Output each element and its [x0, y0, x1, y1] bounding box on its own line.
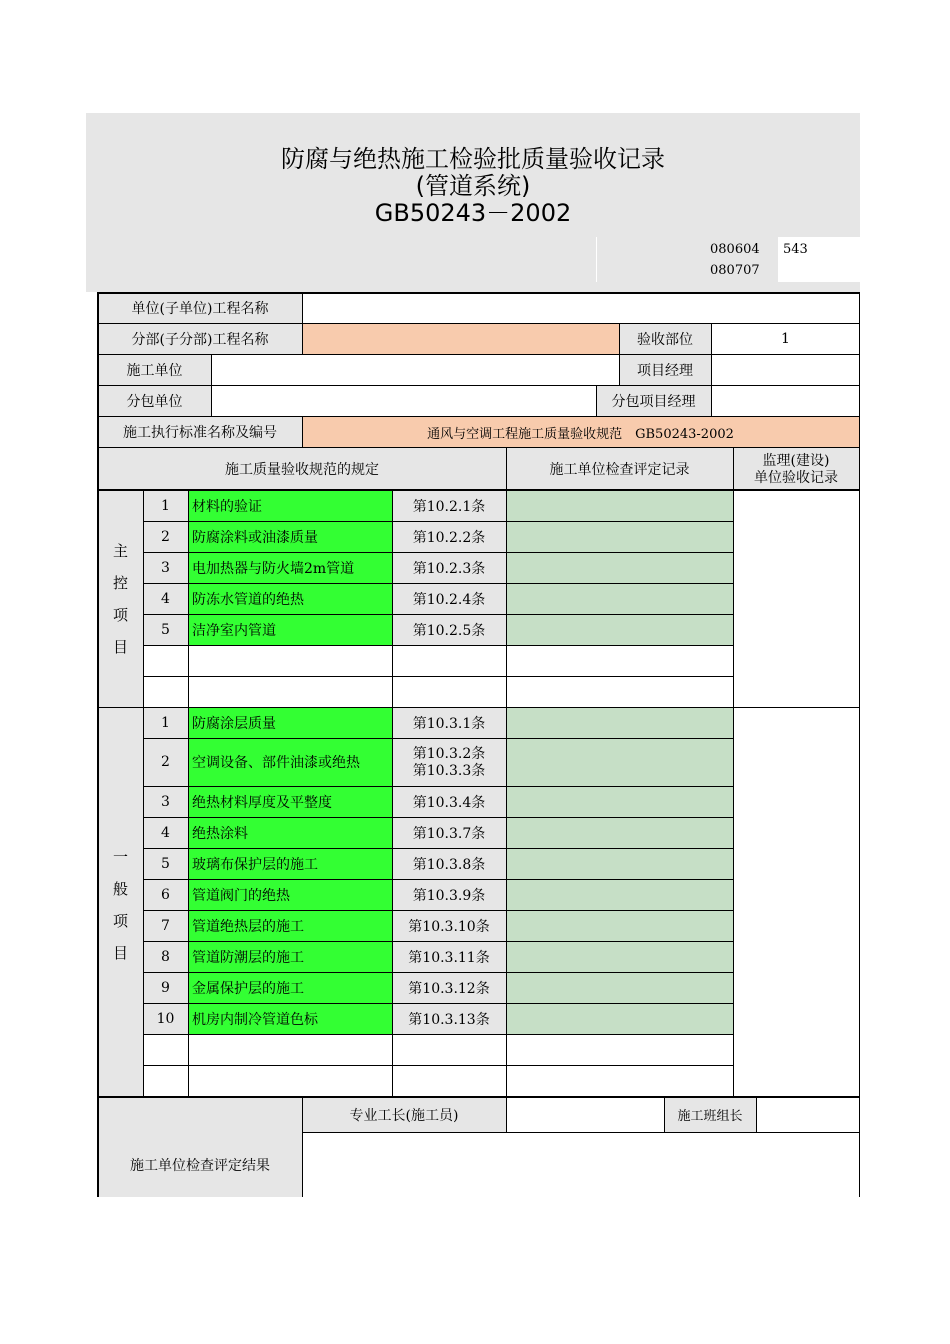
item-no: 3	[161, 559, 170, 576]
project-manager-field[interactable]	[712, 355, 859, 385]
sub-project-manager-field[interactable]	[712, 386, 859, 416]
doc-code-2: 080707	[710, 262, 760, 278]
item-clause: 第10.2.4条	[412, 591, 486, 608]
item-name: 玻璃布保护层的施工	[192, 856, 318, 873]
item-name: 防腐涂层质量	[192, 715, 276, 732]
check-record-cell[interactable]	[507, 522, 733, 552]
check-record-cell[interactable]	[507, 491, 733, 521]
doc-code-1: 080604	[710, 241, 760, 257]
general-char: 般	[112, 880, 128, 898]
main-control-char: 目	[112, 637, 128, 656]
subcontractor-label: 分包单位	[126, 394, 183, 410]
standard-label: 施工执行标准名称及编号	[123, 425, 277, 441]
main-control-supervision-cell[interactable]	[734, 490, 859, 707]
item-no: 10	[156, 1010, 175, 1027]
foreman-field[interactable]	[507, 1097, 664, 1132]
sub-project-manager-label: 分包项目经理	[611, 394, 696, 410]
item-clause: 第10.2.2条	[412, 529, 486, 546]
check-record-cell[interactable]	[507, 553, 733, 583]
item-no: 8	[161, 948, 170, 965]
item-name: 电加热器与防火墙2m管道	[192, 560, 355, 577]
item-no: 5	[161, 621, 170, 638]
item-name: 管道防潮层的施工	[192, 949, 304, 966]
team-leader-field[interactable]	[757, 1097, 859, 1132]
acceptance-part-field[interactable]: 1	[781, 331, 790, 347]
contractor-field[interactable]	[212, 355, 619, 385]
item-clause: 第10.3.11条	[408, 949, 490, 966]
item-clause: 第10.3.8条	[412, 856, 486, 873]
item-no: 3	[161, 793, 170, 810]
check-record-cell[interactable]	[507, 615, 733, 645]
project-manager-label: 项目经理	[637, 363, 693, 379]
main-control-char: 项	[112, 605, 128, 624]
code-band	[86, 237, 778, 282]
general-char: 项	[112, 912, 128, 930]
acceptance-part-label: 验收部位	[637, 332, 693, 348]
item-no: 2	[161, 528, 170, 545]
result-field[interactable]	[303, 1133, 859, 1197]
spec-header: 施工质量验收规范的规定	[225, 461, 379, 478]
item-no: 1	[161, 714, 170, 731]
item-name: 金属保护层的施工	[192, 980, 304, 997]
item-name: 洁净室内管道	[192, 622, 276, 639]
item-name: 防腐涂料或油漆质量	[192, 529, 318, 546]
item-clause-2: 第10.3.3条	[412, 763, 486, 779]
page-subtitle: (管道系统)	[415, 171, 531, 200]
supervision-header-line1: 监理(建设)	[762, 453, 830, 469]
division-value[interactable]	[303, 324, 619, 354]
item-name: 机房内制冷管道色标	[192, 1011, 318, 1028]
item-clause: 第10.3.10条	[408, 918, 490, 935]
item-name: 绝热涂料	[192, 825, 248, 842]
item-clause: 第10.3.1条	[412, 715, 486, 732]
item-name: 管道阀门的绝热	[192, 887, 290, 904]
division-label: 分部(子分部)工程名称	[131, 332, 269, 348]
general-label	[98, 840, 143, 970]
item-name: 材料的验证	[192, 498, 262, 515]
item-no: 1	[161, 497, 170, 514]
item-clause: 第10.2.3条	[412, 560, 486, 577]
team-leader-label: 施工班组长	[677, 1109, 743, 1124]
general-char: 目	[112, 944, 128, 962]
check-record-header: 施工单位检查评定记录	[549, 461, 690, 478]
item-no: 9	[161, 979, 170, 996]
item-name: 管道绝热层的施工	[192, 918, 304, 935]
item-clause: 第10.2.5条	[412, 622, 486, 639]
supervision-header-line2: 单位验收记录	[754, 470, 838, 486]
item-clause: 第10.2.1条	[412, 498, 486, 515]
item-clause: 第10.3.12条	[408, 980, 490, 997]
item-clause: 第10.3.2条	[412, 746, 486, 762]
item-no: 5	[161, 855, 170, 872]
item-name: 防冻水管道的绝热	[192, 591, 304, 608]
main-control-char: 控	[112, 573, 128, 592]
unit-project-field[interactable]	[303, 293, 859, 323]
item-no: 2	[161, 754, 170, 770]
code-band-gap	[86, 282, 860, 292]
item-no: 6	[161, 886, 170, 903]
check-record-cell[interactable]	[507, 584, 733, 614]
general-supervision-cell[interactable]	[734, 708, 859, 1096]
contractor-label: 施工单位	[126, 363, 183, 379]
result-label: 施工单位检查评定结果	[130, 1157, 270, 1174]
item-name: 空调设备、部件油漆或绝热	[192, 755, 360, 771]
general-char: 一	[112, 848, 128, 866]
standard-code: GB50243－2002	[374, 198, 572, 227]
item-clause: 第10.3.7条	[412, 825, 486, 842]
unit-project-label: 单位(子单位)工程名称	[131, 301, 269, 317]
item-no: 4	[161, 590, 170, 607]
general-check-record-area[interactable]	[507, 708, 733, 1035]
page-title: 防腐与绝热施工检验批质量验收记录	[281, 144, 665, 173]
item-clause: 第10.3.4条	[412, 794, 486, 811]
main-control-char: 主	[112, 541, 128, 560]
standard-value: 通风与空调工程施工质量验收规范 GB50243-2002	[427, 426, 734, 442]
item-no: 4	[161, 824, 170, 841]
main-control-label	[98, 490, 143, 707]
item-clause: 第10.3.9条	[412, 887, 486, 904]
item-no: 7	[161, 917, 170, 934]
doc-number: 543	[783, 241, 808, 257]
item-name: 绝热材料厚度及平整度	[192, 794, 332, 811]
foreman-label: 专业工长(施工员)	[349, 1107, 459, 1124]
subcontractor-field[interactable]	[212, 386, 596, 416]
item-clause: 第10.3.13条	[408, 1011, 490, 1028]
